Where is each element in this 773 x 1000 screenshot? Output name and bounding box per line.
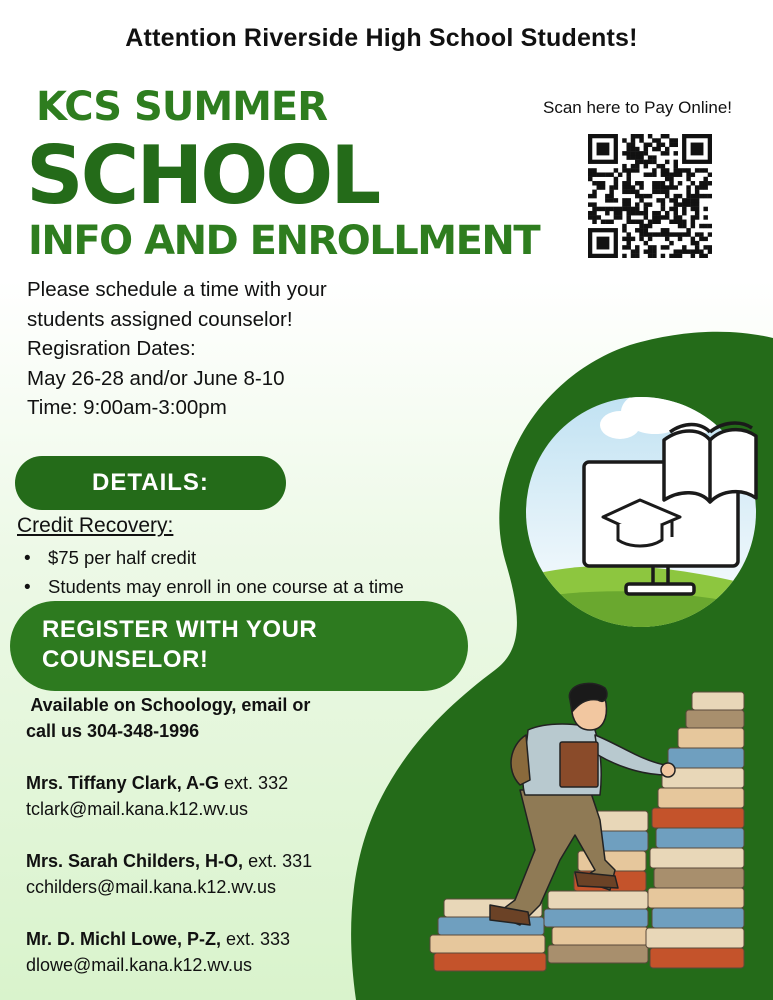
title-line-3: INFO AND ENROLLMENT <box>28 218 540 264</box>
contact-block <box>26 692 312 978</box>
register-line-1: REGISTER WITH YOUR <box>42 616 318 643</box>
counselor-email[interactable]: dlowe@mail.kana.k12.wv.us <box>26 955 253 975</box>
intro-line: students assigned counselor! <box>27 307 293 331</box>
title-line-2: SCHOOL <box>26 129 379 222</box>
register-line-2: COUNSELOR! <box>42 646 209 673</box>
list-item <box>24 544 404 573</box>
counselor-name: Mrs. Tiffany Clark, A-G <box>26 773 220 793</box>
intro-line: Regisration Dates: <box>27 337 196 360</box>
qr-code-icon[interactable] <box>588 134 712 258</box>
intro-line: May 26-28 and/or June 8-10 <box>27 366 285 390</box>
counselor-entry <box>26 770 312 822</box>
credit-recovery-list <box>24 544 404 602</box>
intro-line: Please schedule a time with your <box>27 278 327 301</box>
counselor-ext: ext. 333 <box>221 929 291 949</box>
bullet-text: Students may enroll in one course at a time <box>48 576 404 597</box>
intro-line: Time: 9:00am-3:00pm <box>27 396 227 419</box>
title-line-1: KCS SUMMER <box>36 84 328 130</box>
details-label: DETAILS: <box>15 456 286 510</box>
counselor-email[interactable]: tclark@mail.kana.k12.wv.us <box>26 799 249 819</box>
list-item <box>24 573 404 602</box>
counselor-name: Mr. D. Michl Lowe, P-Z, <box>26 929 222 949</box>
counselor-entry <box>26 848 312 900</box>
contact-phone[interactable]: call us 304-348-1996 <box>26 721 200 741</box>
counselor-email[interactable]: cchilders@mail.kana.k12.wv.us <box>26 877 277 897</box>
counselor-name: Mrs. Sarah Childers, H-O, <box>26 851 244 871</box>
qr-caption: Scan here to Pay Online! <box>543 98 733 117</box>
credit-recovery-title: Credit Recovery: <box>17 514 174 537</box>
headline: Attention Riverside High School Students! <box>125 24 638 52</box>
intro-text <box>27 275 327 423</box>
bullet-text: $75 per half credit <box>48 547 197 568</box>
counselor-ext: ext. 332 <box>219 773 289 793</box>
contact-line-1: Available on Schoology, email or <box>26 695 311 715</box>
counselor-entry <box>26 926 312 978</box>
counselor-ext: ext. 331 <box>243 851 313 871</box>
register-banner <box>10 601 468 691</box>
